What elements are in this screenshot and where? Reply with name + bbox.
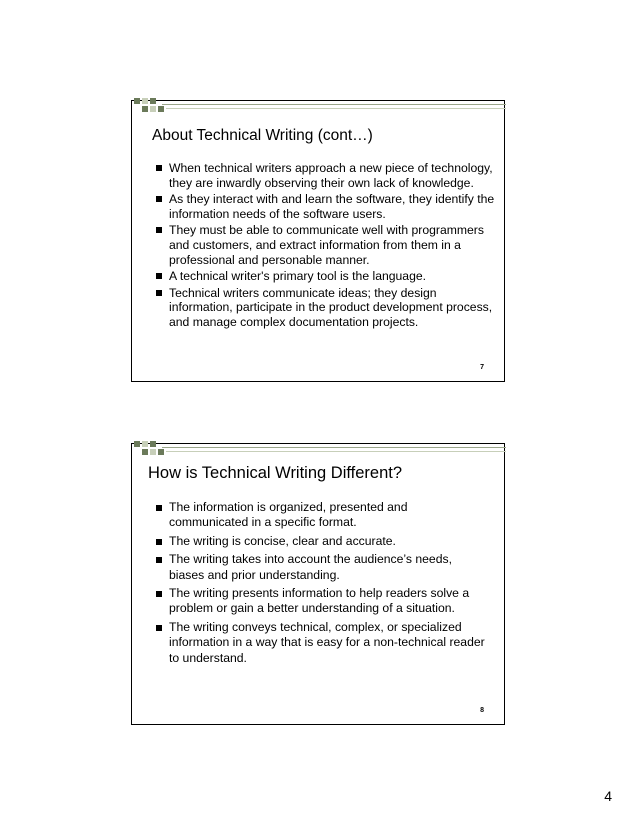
square-bullet-icon — [156, 227, 162, 233]
square-bullet-icon — [156, 557, 162, 563]
list-item: They must be able to communicate well with programmers and customers, and extract information from them in a professional and personable manner. — [156, 223, 496, 267]
list-item: The writing presents information to help readers solve a problem or gain a better understanding of a situation. — [156, 586, 486, 617]
square-bullet-icon — [156, 196, 162, 202]
bullet-list — [156, 161, 496, 332]
slide-title: How is Technical Writing Different? — [148, 464, 403, 482]
page-number: 4 — [604, 788, 612, 804]
list-item: The writing is concise, clear and accurate. — [156, 534, 486, 549]
list-item: A technical writer's primary tool is the language. — [156, 269, 496, 284]
list-item: As they interact with and learn the software, they identify the information needs of the software users. — [156, 192, 496, 221]
square-bullet-icon — [156, 505, 162, 511]
slide-7 — [131, 100, 505, 382]
slide-number: 7 — [480, 364, 484, 371]
list-item: The writing conveys technical, complex, or specialized information in a way that is easy for a non-technical reader to understand. — [156, 620, 486, 666]
slide-title: About Technical Writing (cont…) — [152, 127, 373, 144]
bullet-list — [156, 500, 486, 669]
square-bullet-icon — [156, 290, 162, 296]
square-bullet-icon — [156, 539, 162, 545]
list-item: When technical writers approach a new piece of technology, they are inwardly observing their own lack of knowledge. — [156, 161, 496, 190]
list-item: The information is organized, presented and communicated in a specific format. — [156, 500, 486, 531]
slide-number: 8 — [480, 707, 484, 714]
list-item: Technical writers communicate ideas; they design information, participate in the product development process, and manage complex documentation projects. — [156, 286, 496, 330]
square-bullet-icon — [156, 625, 162, 631]
slide-decoration — [132, 101, 506, 117]
slide-8 — [131, 443, 505, 725]
square-bullet-icon — [156, 273, 162, 279]
list-item: The writing takes into account the audience’s needs, biases and prior understanding. — [156, 552, 486, 583]
square-bullet-icon — [156, 165, 162, 171]
square-bullet-icon — [156, 591, 162, 597]
slide-decoration — [132, 444, 506, 460]
